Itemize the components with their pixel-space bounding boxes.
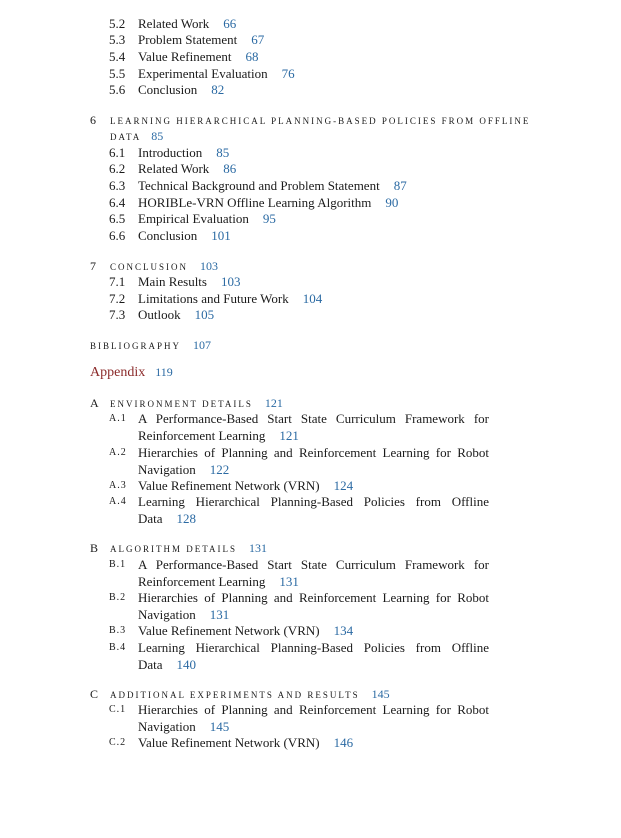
toc-entry[interactable]: B.2 Hierarchies of Planning and Reinforcement Learning for Robot Navigation 131 [109,590,489,622]
toc-entry[interactable]: C.1 Hierarchies of Planning and Reinforcement Learning for Robot Navigation 145 [109,702,489,734]
toc-entry[interactable]: B.1 A Performance-Based Start State Curriculum Framework for Reinforcement Learning 131 [109,557,489,589]
toc-chapter[interactable]: C ADDITIONAL EXPERIMENTS AND RESULTS 145 [90,687,390,701]
toc-entry[interactable]: 7.3 Outlook 105 [109,307,215,322]
toc-entry[interactable]: 6.5 Empirical Evaluation 95 [109,211,276,226]
toc-entry[interactable]: B.3 Value Refinement Network (VRN) 134 [109,623,354,638]
toc-entry[interactable]: 6.1 Introduction 85 [109,145,230,160]
toc-appendix[interactable]: Appendix 119 [90,365,173,380]
toc-entry[interactable]: 7.2 Limitations and Future Work 104 [109,291,323,306]
toc-chapter[interactable]: A ENVIRONMENT DETAILS 121 [90,396,283,410]
toc-chapter[interactable]: B ALGORITHM DETAILS 131 [90,541,268,555]
toc-entry[interactable]: 6.2 Related Work 86 [109,161,237,176]
toc-entry[interactable]: 5.4 Value Refinement 68 [109,49,259,64]
toc-entry[interactable]: 5.6 Conclusion 82 [109,82,225,97]
toc-entry[interactable]: 5.3 Problem Statement 67 [109,32,265,47]
toc-entry[interactable]: A.3 Value Refinement Network (VRN) 124 [109,478,354,493]
toc-entry[interactable]: A.1 A Performance-Based Start State Curriculum Framework for Reinforcement Learning 121 [109,411,489,443]
toc-entry[interactable]: 5.5 Experimental Evaluation 76 [109,66,295,81]
toc-bibliography[interactable]: BIBLIOGRAPHY 107 [90,338,212,352]
toc-chapter-cont[interactable]: DATA 85 [110,129,164,143]
toc-entry[interactable]: A.2 Hierarchies of Planning and Reinforcement Learning for Robot Navigation 122 [109,445,489,477]
toc-entry[interactable]: 6.3 Technical Background and Problem Statement 87 [109,178,407,193]
toc-entry[interactable]: C.2 Value Refinement Network (VRN) 146 [109,735,354,750]
toc-entry[interactable]: 7.1 Main Results 103 [109,274,241,289]
toc-entry[interactable]: 6.4 HORIBLe-VRN Offline Learning Algorithm 90 [109,195,399,210]
toc-entry[interactable]: B.4 Learning Hierarchical Planning-Based Policies from Offline Data 140 [109,640,489,672]
toc-entry[interactable]: 6.6 Conclusion 101 [109,228,231,243]
toc-entry[interactable]: 5.2 Related Work 66 [109,16,237,31]
toc-chapter[interactable]: 6 LEARNING HIERARCHICAL PLANNING-BASED POLICIES FROM OFFLINE [90,113,531,127]
toc-chapter[interactable]: 7 CONCLUSION 103 [90,259,219,273]
toc-entry[interactable]: A.4 Learning Hierarchical Planning-Based Policies from Offline Data 128 [109,494,489,526]
